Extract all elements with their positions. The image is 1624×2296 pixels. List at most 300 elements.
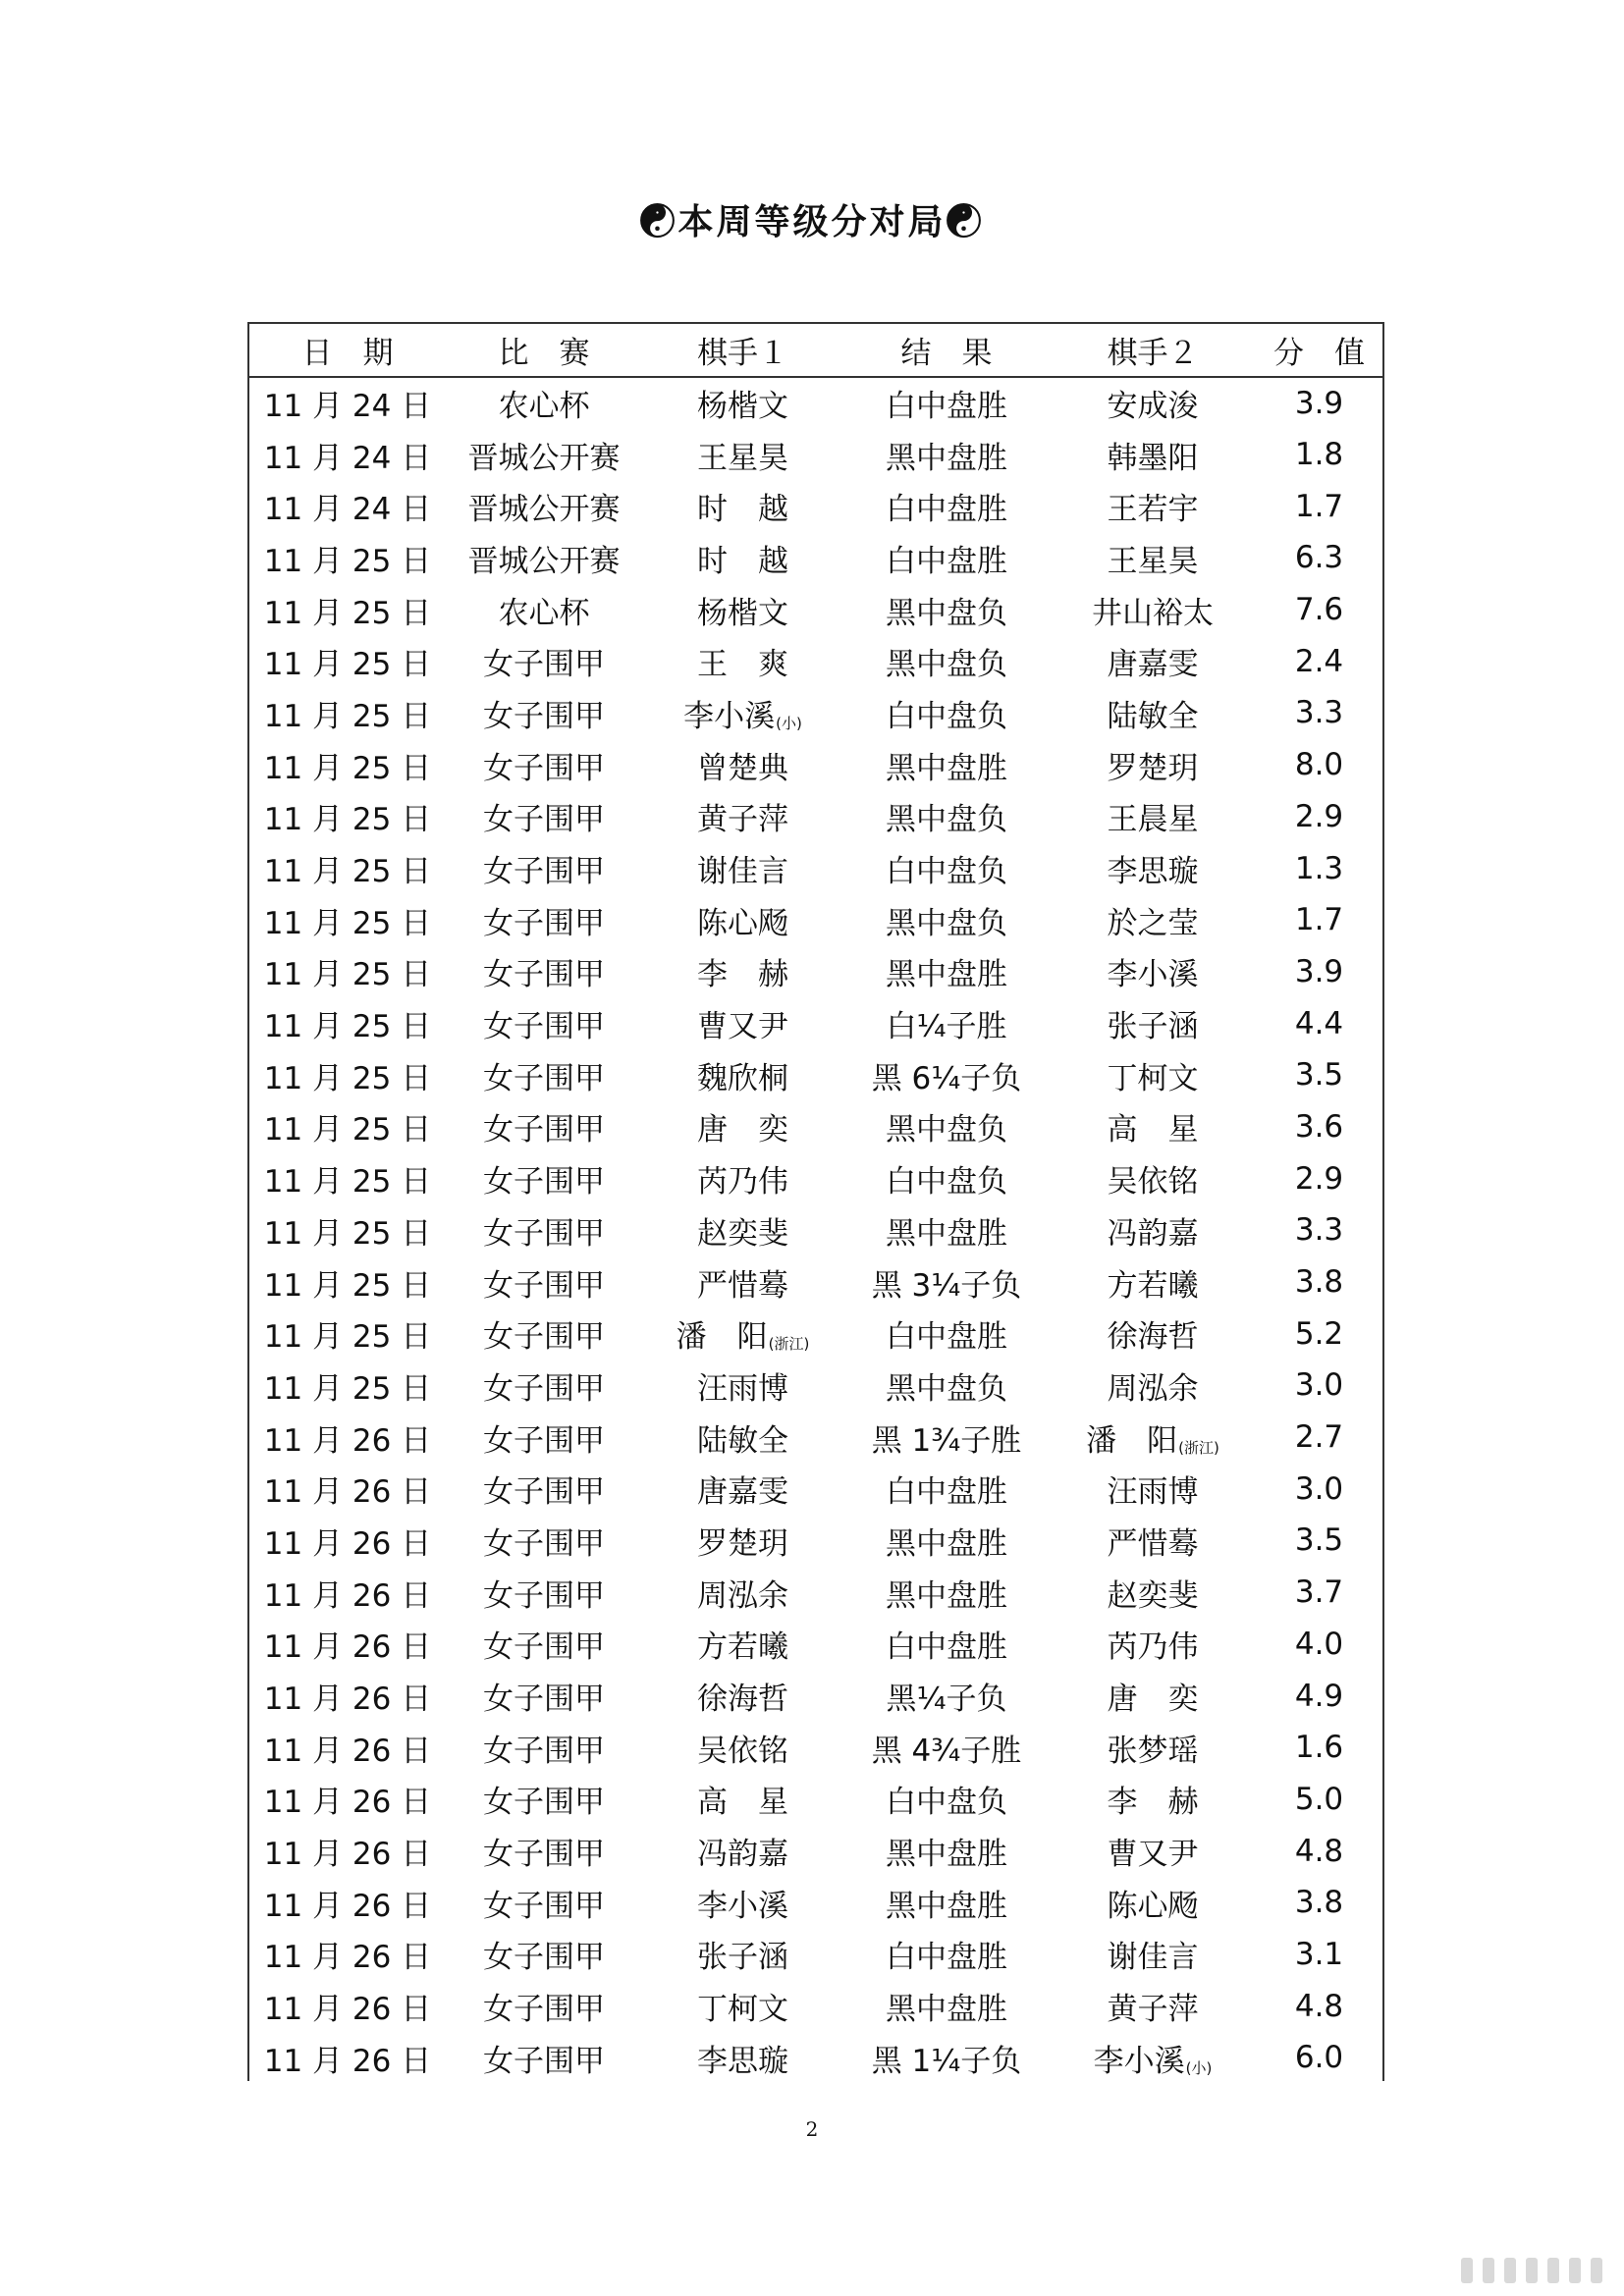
cell-event-text: 女子围甲 [483,1785,605,1821]
cell-result [843,1774,1050,1826]
cell-event-text: 女子围甲 [483,1267,605,1304]
cell-event-text: 女子围甲 [483,698,605,734]
cell-date [249,1360,446,1412]
cell-value-text: 7.6 [1294,592,1344,628]
cell-player1 [642,1619,843,1671]
cell-result [843,791,1050,843]
cell-value-text: 2.9 [1294,798,1344,834]
cell-result-text: 黑 3¼子负 [871,1267,1022,1304]
cell-value-text: 4.8 [1294,1833,1344,1869]
cell-player2 [1050,1670,1256,1722]
cell-value-text: 3.5 [1294,1057,1344,1094]
cell-event [446,1774,642,1826]
cell-event-text: 农心杯 [498,389,590,425]
cell-event-text: 女子围甲 [483,1474,605,1511]
cell-value-text: 4.9 [1294,1678,1344,1714]
cell-player1 [642,635,843,687]
cell-value [1256,584,1382,636]
cell-player1 [642,1877,843,1929]
cell-value-text: 3.8 [1294,1264,1344,1301]
cell-player2 [1050,584,1256,636]
cell-event-text: 女子围甲 [483,1577,605,1614]
cell-event [446,480,642,532]
cell-player1 [642,1101,843,1153]
cell-result [843,1619,1050,1671]
cell-player1 [642,1463,843,1515]
cell-result-text: 黑中盘负 [886,595,1007,631]
cell-player1 [642,1929,843,1981]
cell-player2 [1050,2032,1256,2084]
cell-player2-text: 李小溪 [1093,2043,1185,2079]
cell-value [1256,791,1382,843]
cell-value [1256,1825,1382,1877]
cell-player2-text: 张子涵 [1107,1009,1199,1045]
cell-player1 [642,1256,843,1308]
cell-result-text: 黑中盘胜 [886,440,1007,476]
table-row [249,532,1382,584]
cell-date [249,1774,446,1826]
cell-date-text: 11 月 26 日 [263,1888,432,1924]
cell-player1 [642,532,843,584]
cell-event [446,1152,642,1204]
table-row [249,1929,1382,1981]
cell-event-text: 女子围甲 [483,1525,605,1562]
cell-event-text: 女子围甲 [483,1888,605,1924]
cell-value [1256,480,1382,532]
cell-date-text: 11 月 25 日 [263,698,432,734]
cell-event-text: 女子围甲 [483,1940,605,1976]
cell-player1 [642,2032,843,2084]
cell-player2-text: 王晨星 [1107,802,1199,838]
cell-value-text: 2.9 [1294,1160,1344,1197]
table-row [249,791,1382,843]
cell-value-text: 3.0 [1294,1470,1344,1507]
header-result: 结 果 [843,324,1050,377]
cell-result [843,1463,1050,1515]
cell-result-text: 白中盘负 [886,1785,1007,1821]
cell-value [1256,1670,1382,1722]
cell-event [446,842,642,894]
table-row [249,1308,1382,1360]
cell-result-text: 黑 4¾子胜 [871,1733,1022,1769]
cell-player1-text: 时 越 [697,492,788,528]
cell-result [843,1308,1050,1360]
cell-event [446,429,642,481]
cell-date-text: 11 月 25 日 [263,543,432,579]
header-player1: 棋手１ [642,324,843,377]
cell-value [1256,1463,1382,1515]
cell-player2 [1050,1877,1256,1929]
cell-value [1256,1049,1382,1101]
cell-event [446,584,642,636]
cell-date [249,1619,446,1671]
cell-date [249,894,446,946]
cell-player1-text: 徐海哲 [697,1682,788,1718]
cell-player2 [1050,946,1256,998]
cell-event-text: 女子围甲 [483,1009,605,1045]
cell-date-text: 11 月 26 日 [263,1474,432,1511]
cell-date-text: 11 月 25 日 [263,750,432,786]
cell-date-text: 11 月 26 日 [263,1422,432,1459]
toolbar-tick [1526,2258,1538,2283]
cell-result-text: 黑中盘胜 [886,1215,1007,1252]
table-row [249,1722,1382,1774]
cell-player1 [642,687,843,739]
cell-date [249,1412,446,1464]
cell-player1-text: 赵奕斐 [697,1215,788,1252]
cell-event [446,1204,642,1256]
cell-event [446,1980,642,2032]
cell-player1 [642,894,843,946]
cell-player2-text: 井山裕太 [1092,595,1214,631]
cell-event [446,1825,642,1877]
table-row [249,1825,1382,1877]
table-row [249,429,1382,481]
cell-date [249,1204,446,1256]
cell-event [446,1049,642,1101]
cell-value [1256,1980,1382,2032]
cell-date [249,1980,446,2032]
page-title: ☯本周等级分对局☯ [639,201,985,242]
cell-player1-text: 曾楚典 [697,750,788,786]
table-row [249,2032,1382,2084]
cell-date-text: 11 月 26 日 [263,1733,432,1769]
cell-player2-text: 赵奕斐 [1107,1577,1199,1614]
cell-date [249,1825,446,1877]
cell-event-text: 女子围甲 [483,2043,605,2079]
cell-player2 [1050,1412,1256,1464]
cell-player1 [642,1152,843,1204]
cell-result [843,377,1050,429]
cell-player2 [1050,1825,1256,1877]
cell-player1-text: 冯韵嘉 [697,1837,788,1873]
table-row [249,1877,1382,1929]
toolbar-tick [1461,2258,1473,2283]
cell-event [446,791,642,843]
cell-result-text: 白中盘胜 [886,1940,1007,1976]
table-row [249,1101,1382,1153]
cell-value-text: 3.3 [1294,1212,1344,1249]
cell-result-text: 黑中盘胜 [886,1888,1007,1924]
table-header-row [249,324,1382,377]
cell-date-text: 11 月 25 日 [263,1060,432,1096]
cell-player1 [642,429,843,481]
cell-value [1256,377,1382,429]
cell-event [446,1412,642,1464]
cell-result-text: 黑中盘胜 [886,1992,1007,2028]
cell-value [1256,1774,1382,1826]
cell-player1 [642,1722,843,1774]
cell-event [446,739,642,791]
cell-value [1256,1360,1382,1412]
cell-date-text: 11 月 25 日 [263,1267,432,1304]
header-date: 日 期 [249,324,446,377]
cell-result [843,532,1050,584]
cell-result [843,1567,1050,1619]
toolbar-tick [1547,2258,1559,2283]
cell-player1 [642,1412,843,1464]
cell-value [1256,1929,1382,1981]
cell-player2-text: 唐 奕 [1107,1682,1199,1718]
cell-value-text: 6.0 [1294,2040,1344,2076]
cell-result-text: 黑中盘负 [886,647,1007,683]
cell-value [1256,1101,1382,1153]
cell-value [1256,946,1382,998]
table-row [249,739,1382,791]
cell-event-text: 女子围甲 [483,1370,605,1407]
cell-result [843,894,1050,946]
cell-player2-text: 王星昊 [1107,543,1199,579]
cell-player2 [1050,894,1256,946]
cell-player1-suffix: (浙江) [768,1335,810,1354]
cell-player1-text: 罗楚玥 [697,1525,788,1562]
cell-result [843,1515,1050,1567]
cell-date [249,2032,446,2084]
cell-player1 [642,1825,843,1877]
cell-result-text: 黑中盘负 [886,1112,1007,1148]
cell-player1 [642,1049,843,1101]
cell-player2 [1050,480,1256,532]
cell-player2-text: 李思璇 [1107,854,1199,890]
table-row [249,894,1382,946]
cell-event [446,687,642,739]
cell-date [249,1463,446,1515]
cell-event-text: 农心杯 [498,595,590,631]
cell-result-text: 白中盘负 [886,1164,1007,1201]
cell-player2 [1050,1256,1256,1308]
cell-player2-text: 徐海哲 [1107,1319,1199,1356]
cell-player1-text: 唐 奕 [697,1112,788,1148]
cell-player1-text: 李思璇 [697,2043,788,2079]
cell-result-text: 白中盘负 [886,854,1007,890]
cell-event [446,1877,642,1929]
table-row [249,1152,1382,1204]
cell-result [843,687,1050,739]
cell-event [446,1929,642,1981]
table-row [249,1204,1382,1256]
cell-date-text: 11 月 25 日 [263,1112,432,1148]
table-row [249,377,1382,429]
table-row [249,946,1382,998]
table-row [249,997,1382,1049]
cell-player2-text: 方若曦 [1107,1267,1199,1304]
cell-value-text: 1.3 [1294,850,1344,886]
cell-value-text: 3.9 [1294,953,1344,989]
cell-result-text: 白中盘胜 [886,543,1007,579]
cell-player1-text: 王 爽 [697,647,788,683]
cell-player1-text: 潘 阳 [676,1319,768,1356]
cell-result-text: 黑 1¼子负 [871,2043,1022,2079]
cell-value [1256,1877,1382,1929]
cell-player2 [1050,997,1256,1049]
cell-date [249,1049,446,1101]
cell-result-text: 白¼子胜 [886,1009,1007,1045]
cell-player2-text: 李小溪 [1107,957,1199,993]
header-player2: 棋手２ [1050,324,1256,377]
cell-date [249,1308,446,1360]
cell-value-text: 3.6 [1294,1108,1344,1145]
cell-player2-text: 李 赫 [1107,1785,1199,1821]
cell-value-text: 3.9 [1294,385,1344,421]
cell-event-text: 女子围甲 [483,905,605,941]
cell-player2-text: 陆敏全 [1107,698,1199,734]
cell-value [1256,894,1382,946]
cell-date-text: 11 月 24 日 [263,389,432,425]
cell-value-text: 2.7 [1294,1419,1344,1456]
cell-player1-text: 李小溪 [697,1888,788,1924]
cell-event [446,1256,642,1308]
cell-player1-text: 周泓余 [697,1577,788,1614]
cell-value [1256,997,1382,1049]
cell-result [843,1722,1050,1774]
cell-player2 [1050,1980,1256,2032]
cell-player2-text: 曹又尹 [1107,1837,1199,1873]
toolbar-tick [1504,2258,1516,2283]
cell-result-text: 白中盘负 [886,698,1007,734]
cell-player2 [1050,1049,1256,1101]
cell-player2 [1050,1567,1256,1619]
cell-result-text: 黑中盘负 [886,802,1007,838]
table-row [249,1619,1382,1671]
cell-player1-text: 谢佳言 [697,854,788,890]
cell-result-text: 黑 1¾子胜 [871,1422,1022,1459]
cell-value-text: 3.5 [1294,1522,1344,1559]
toolbar-tick [1591,2258,1602,2283]
cell-result-text: 黑中盘胜 [886,750,1007,786]
cell-result-text: 黑 6¼子负 [871,1060,1022,1096]
cell-result [843,1929,1050,1981]
cell-player2-text: 黄子萍 [1107,1992,1199,2028]
cell-player2 [1050,429,1256,481]
table-row [249,1360,1382,1412]
cell-player1 [642,1204,843,1256]
cell-event [446,1360,642,1412]
cell-event-text: 女子围甲 [483,647,605,683]
cell-date [249,377,446,429]
cell-event-text: 女子围甲 [483,1164,605,1201]
cell-player1 [642,1567,843,1619]
cell-event-text: 女子围甲 [483,1629,605,1666]
cell-player1-text: 曹又尹 [697,1009,788,1045]
cell-value-text: 3.0 [1294,1367,1344,1404]
cell-result-text: 白中盘胜 [886,492,1007,528]
table-row [249,1567,1382,1619]
cell-player2-text: 汪雨博 [1107,1474,1199,1511]
cell-player1-text: 方若曦 [697,1629,788,1666]
cell-date-text: 11 月 25 日 [263,1164,432,1201]
cell-value [1256,2032,1382,2084]
cell-date [249,480,446,532]
cell-player2 [1050,791,1256,843]
cell-event-text: 女子围甲 [483,1319,605,1356]
cell-date [249,635,446,687]
cell-event-text: 晋城公开赛 [467,492,621,528]
cell-date-text: 11 月 26 日 [263,1837,432,1873]
cell-event-text: 晋城公开赛 [467,543,621,579]
cell-player2-text: 安成浚 [1107,389,1199,425]
cell-date [249,1101,446,1153]
cell-value-text: 5.0 [1294,1781,1344,1817]
cell-player1 [642,1774,843,1826]
cell-event-text: 女子围甲 [483,854,605,890]
table-row [249,1256,1382,1308]
cell-player2-text: 潘 阳 [1086,1422,1178,1459]
cell-player1-text: 杨楷文 [697,595,788,631]
cell-value-text: 3.3 [1294,695,1344,731]
cell-player2 [1050,635,1256,687]
cell-value [1256,842,1382,894]
cell-value-text: 4.0 [1294,1626,1344,1662]
cell-event-text: 女子围甲 [483,1060,605,1096]
cell-result [843,635,1050,687]
cell-player2 [1050,1774,1256,1826]
cell-player2 [1050,1515,1256,1567]
cell-value-text: 1.7 [1294,902,1344,938]
cell-value [1256,1204,1382,1256]
cell-result-text: 白中盘胜 [886,389,1007,425]
cell-event [446,2032,642,2084]
cell-event [446,1619,642,1671]
cell-result [843,1670,1050,1722]
cell-event [446,946,642,998]
cell-player1-text: 严惜蓦 [697,1267,788,1304]
cell-date [249,842,446,894]
cell-value [1256,1256,1382,1308]
cell-date-text: 11 月 26 日 [263,1629,432,1666]
cell-player1 [642,480,843,532]
cell-value-text: 8.0 [1294,747,1344,783]
cell-value-text: 1.7 [1294,488,1344,524]
cell-value-text: 1.6 [1294,1730,1344,1766]
cell-value-text: 3.7 [1294,1575,1344,1611]
table-row [249,1670,1382,1722]
cell-date-text: 11 月 25 日 [263,1009,432,1045]
cell-player2 [1050,1929,1256,1981]
cell-event [446,1463,642,1515]
cell-date-text: 11 月 25 日 [263,595,432,631]
cell-result [843,429,1050,481]
table-row [249,1049,1382,1101]
cell-player1 [642,946,843,998]
cell-event [446,894,642,946]
cell-player1-text: 魏欣桐 [697,1060,788,1096]
cell-date [249,1515,446,1567]
cell-player1-text: 芮乃伟 [697,1164,788,1201]
cell-player2 [1050,1204,1256,1256]
table-row [249,480,1382,532]
cell-event-text: 女子围甲 [483,750,605,786]
cell-player1 [642,1980,843,2032]
cell-result-text: 黑中盘负 [886,905,1007,941]
cell-player2-text: 张梦瑶 [1107,1733,1199,1769]
cell-result [843,1412,1050,1464]
cell-player1 [642,377,843,429]
cell-event [446,1515,642,1567]
cell-event [446,1101,642,1153]
cell-player1-text: 杨楷文 [697,389,788,425]
cell-value [1256,687,1382,739]
cell-date [249,1670,446,1722]
cell-player2 [1050,842,1256,894]
cell-event [446,1670,642,1722]
cell-date [249,1929,446,1981]
cell-event-text: 女子围甲 [483,1422,605,1459]
cell-player2-text: 韩墨阳 [1107,440,1199,476]
cell-player2 [1050,377,1256,429]
cell-player1-text: 陈心飏 [697,905,788,941]
cell-player1-text: 汪雨博 [697,1370,788,1407]
cell-result [843,1204,1050,1256]
